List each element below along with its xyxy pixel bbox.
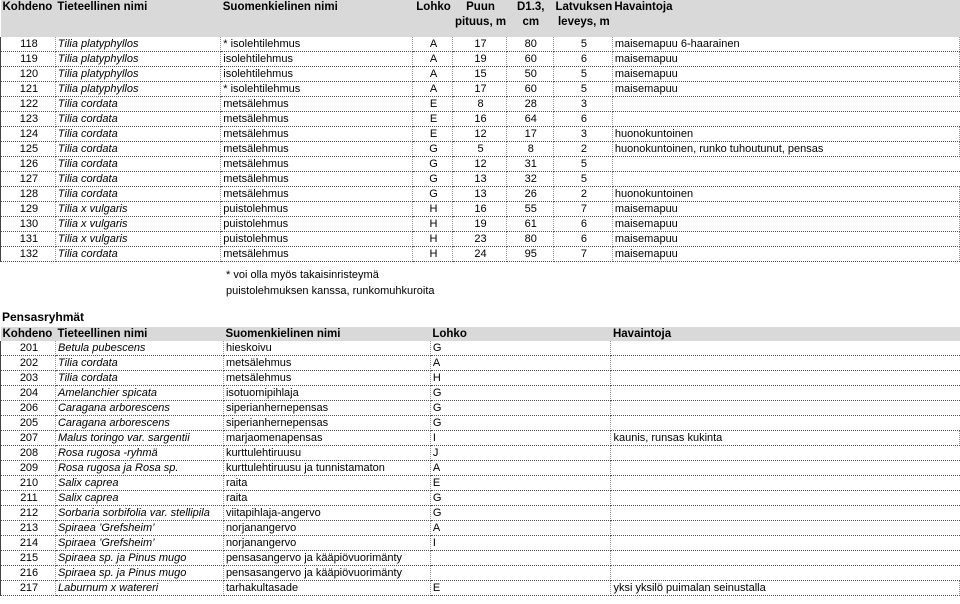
kohdeno-cell: 211 [1,491,56,506]
kohdeno-cell: 122 [1,97,56,112]
header-lohko: Lohko [430,327,611,341]
kohdeno-cell: 217 [1,581,56,596]
table-row [1,386,960,401]
height-cell: 12 [453,127,506,142]
lohko-cell: A [430,356,611,371]
kohdeno-cell: 213 [1,521,56,536]
kohdeno-cell: 121 [1,82,56,97]
kohdeno-cell: 202 [1,356,56,371]
observation-cell: maisemapuu [612,67,959,82]
kohdeno-cell: 124 [1,127,56,142]
lohko-cell: I [430,431,611,446]
scientific-name-cell: Tilia platyphyllos [55,67,220,82]
crown-width-cell: 7 [553,202,612,217]
scientific-name-cell: Tilia x vulgaris [55,232,220,247]
finnish-name-cell: puistolehmus [221,202,412,217]
diameter-cell: 55 [506,202,553,217]
lohko-cell: G [430,491,611,506]
scientific-name-cell: Betula pubescens [55,341,223,356]
finnish-name-cell: metsälehmus [221,112,412,127]
table-row [1,202,960,217]
observation-cell [611,551,960,566]
lohko-cell: J [430,446,611,461]
finnish-name-cell: metsälehmus [221,247,412,262]
height-cell: 16 [453,202,506,217]
table-row [1,431,960,446]
lohko-cell: A [430,461,611,476]
finnish-name-cell: metsälehmus [221,142,412,157]
height-cell: 17 [453,82,506,97]
diameter-cell: 28 [506,97,553,112]
crown-width-cell: 5 [553,157,612,172]
lohko-cell: G [430,341,611,356]
scientific-name-cell: Tilia cordata [55,187,220,202]
diameter-cell: 80 [506,37,553,52]
kohdeno-cell: 132 [1,247,56,262]
crown-width-cell: 2 [553,187,612,202]
observation-cell [611,386,960,401]
header-suomenkielinen-nimi: Suomenkielinen nimi [221,0,412,37]
table-row [1,127,960,142]
height-cell: 17 [453,37,506,52]
kohdeno-cell: 204 [1,386,56,401]
crown-width-cell: 2 [553,142,612,157]
height-cell: 8 [453,97,506,112]
scientific-name-cell: Tilia cordata [55,157,220,172]
height-cell: 15 [453,67,506,82]
diameter-cell: 50 [506,67,553,82]
table-row [1,82,960,97]
lohko-cell: G [412,187,453,202]
header-d13: D1.3, cm [506,0,553,37]
kohdeno-cell: 205 [1,416,56,431]
table-row [1,521,960,536]
trees-header-row [1,0,960,37]
table-row [1,491,960,506]
finnish-name-cell: metsälehmus [221,97,412,112]
table-row [1,52,960,67]
observation-cell: kaunis, runsas kukinta [611,431,960,446]
table-row [1,157,960,172]
finnish-name-cell: pensasangervo ja kääpiövuorimänty [223,551,430,566]
diameter-cell: 31 [506,157,553,172]
footnote-line-1: * voi olla myös takaisinristeymä [226,269,379,281]
scientific-name-cell: Tilia cordata [55,142,220,157]
finnish-name-cell: siperianhernepensas [223,401,430,416]
header-kohdeno: Kohdeno [1,0,56,37]
table-row [1,97,960,112]
header-havaintoja: Havaintoja [611,327,960,341]
header-tieteellinen-nimi: Tieteellinen nimi [55,327,223,341]
scientific-name-cell: Tilia cordata [55,112,220,127]
observation-cell [611,356,960,371]
table-row [1,371,960,386]
finnish-name-cell: raita [223,476,430,491]
diameter-cell: 17 [506,127,553,142]
diameter-cell: 26 [506,187,553,202]
finnish-name-cell: metsälehmus [223,356,430,371]
height-cell: 16 [453,112,506,127]
observation-cell: huonokuntoinen, runko tuhoutunut, pensas [612,142,959,157]
table-row [1,247,960,262]
observation-cell [611,566,960,581]
lohko-cell: E [430,581,611,596]
observation-cell: maisemapuu [612,82,959,97]
observation-cell [611,401,960,416]
kohdeno-cell: 118 [1,37,56,52]
table-row [1,112,960,127]
lohko-cell: H [412,217,453,232]
finnish-name-cell: isolehtilehmus [221,52,412,67]
finnish-name-cell: kurttulehtiruusu ja tunnistamaton [223,461,430,476]
table-row [1,67,960,82]
table-row [1,356,960,371]
observation-cell [611,506,960,521]
observation-cell [611,536,960,551]
table-row [1,581,960,596]
scientific-name-cell: Tilia x vulgaris [55,217,220,232]
lohko-cell: E [412,112,453,127]
scientific-name-cell: Salix caprea [55,476,223,491]
observation-cell: huonokuntoinen [612,127,959,142]
kohdeno-cell: 119 [1,52,56,67]
kohdeno-cell: 129 [1,202,56,217]
table-row [1,476,960,491]
observation-cell [612,112,959,127]
finnish-name-cell: tarhakultasade [223,581,430,596]
observation-cell [611,341,960,356]
table-row [1,446,960,461]
diameter-cell: 64 [506,112,553,127]
scientific-name-cell: Spiraea sp. ja Pinus mugo [55,551,223,566]
lohko-cell: G [412,172,453,187]
crown-width-cell: 3 [553,97,612,112]
lohko-cell: E [430,476,611,491]
diameter-cell: 61 [506,217,553,232]
observation-cell [611,491,960,506]
kohdeno-cell: 123 [1,112,56,127]
observation-cell: maisemapuu [612,202,959,217]
kohdeno-cell: 214 [1,536,56,551]
finnish-name-cell: puistolehmus [221,217,412,232]
height-cell: 23 [453,232,506,247]
header-latvuksen-leveys: Latvuksen leveys, m [553,0,612,37]
kohdeno-cell: 203 [1,371,56,386]
table-row [1,187,960,202]
kohdeno-cell: 125 [1,142,56,157]
crown-width-cell: 5 [553,67,612,82]
height-cell: 24 [453,247,506,262]
kohdeno-cell: 126 [1,157,56,172]
table-row [1,341,960,356]
scientific-name-cell: Caragana arborescens [55,416,223,431]
diameter-cell: 80 [506,232,553,247]
crown-width-cell: 5 [553,172,612,187]
scientific-name-cell: Salix caprea [55,491,223,506]
lohko-cell: H [430,371,611,386]
scientific-name-cell: Tilia cordata [55,97,220,112]
crown-width-cell: 5 [553,37,612,52]
footnote-line-2: puistolehmuksen kanssa, runkomuhkuroita [226,285,435,297]
finnish-name-cell: isotuomipihlaja [223,386,430,401]
observation-cell: huonokuntoinen [612,187,959,202]
lohko-cell: G [430,416,611,431]
finnish-name-cell: metsälehmus [221,172,412,187]
observation-cell [612,172,959,187]
kohdeno-cell: 130 [1,217,56,232]
observation-cell [611,521,960,536]
lohko-cell: I [430,536,611,551]
scientific-name-cell: Tilia cordata [55,247,220,262]
lohko-cell: H [412,232,453,247]
lohko-cell: E [412,97,453,112]
observation-cell: maisemapuu 6-haarainen [612,37,959,52]
kohdeno-cell: 210 [1,476,56,491]
lohko-cell: A [412,37,453,52]
scientific-name-cell: Laburnum x watereri [55,581,223,596]
header-puun-pituus: Puun pituus, m [453,0,506,37]
kohdeno-cell: 128 [1,187,56,202]
observation-cell [612,157,959,172]
scientific-name-cell: Rosa rugosa -ryhmä [55,446,223,461]
finnish-name-cell: kurttulehtiruusu [223,446,430,461]
crown-width-cell: 7 [553,247,612,262]
finnish-name-cell: isolehtilehmus [221,67,412,82]
scientific-name-cell: Spiraea ’Grefsheim’ [55,521,223,536]
diameter-cell: 95 [506,247,553,262]
scientific-name-cell: Tilia x vulgaris [55,202,220,217]
scientific-name-cell: Amelanchier spicata [55,386,223,401]
kohdeno-cell: 201 [1,341,56,356]
scientific-name-cell: Tilia platyphyllos [55,52,220,67]
diameter-cell: 32 [506,172,553,187]
table-row [1,217,960,232]
kohdeno-cell: 206 [1,401,56,416]
header-kohdeno: Kohdeno [1,327,56,341]
crown-width-cell: 6 [553,52,612,67]
scientific-name-cell: Tilia cordata [55,371,223,386]
section-title: Pensasryhmät [2,310,85,324]
observation-cell: maisemapuu [612,247,959,262]
shrubs-table [0,327,960,596]
table-row [1,37,960,52]
scientific-name-cell: Spiraea sp. ja Pinus mugo [55,566,223,581]
observation-cell [611,416,960,431]
lohko-cell: A [412,52,453,67]
lohko-cell: A [412,82,453,97]
observation-cell: maisemapuu [612,52,959,67]
kohdeno-cell: 127 [1,172,56,187]
finnish-name-cell: metsälehmus [221,127,412,142]
height-cell: 19 [453,217,506,232]
kohdeno-cell: 208 [1,446,56,461]
header-tieteellinen-nimi: Tieteellinen nimi [55,0,220,37]
crown-width-cell: 5 [553,82,612,97]
observation-cell: maisemapuu [612,217,959,232]
height-cell: 12 [453,157,506,172]
scientific-name-cell: Malus toringo var. sargentii [55,431,223,446]
observation-cell [611,371,960,386]
finnish-name-cell: metsälehmus [221,157,412,172]
scientific-name-cell: Caragana arborescens [55,401,223,416]
crown-width-cell: 6 [553,112,612,127]
crown-width-cell: 6 [553,232,612,247]
height-cell: 19 [453,52,506,67]
kohdeno-cell: 131 [1,232,56,247]
scientific-name-cell: Tilia cordata [55,127,220,142]
lohko-cell: G [412,157,453,172]
finnish-name-cell: metsälehmus [223,371,430,386]
height-cell: 5 [453,142,506,157]
lohko-cell: A [430,521,611,536]
table-row [1,142,960,157]
finnish-name-cell: * isolehtilehmus [221,37,412,52]
table-row [1,416,960,431]
table-row [1,401,960,416]
finnish-name-cell: puistolehmus [221,232,412,247]
lohko-cell: E [412,127,453,142]
height-cell: 13 [453,172,506,187]
lohko-cell: H [412,247,453,262]
lohko-cell [430,551,611,566]
observation-cell [612,97,959,112]
diameter-cell: 60 [506,52,553,67]
shrubs-header-row [1,327,960,341]
lohko-cell: H [412,202,453,217]
scientific-name-cell: Tilia platyphyllos [55,37,220,52]
diameter-cell: 60 [506,82,553,97]
finnish-name-cell: * isolehtilehmus [221,82,412,97]
scientific-name-cell: Tilia cordata [55,356,223,371]
lohko-cell: G [430,506,611,521]
crown-width-cell: 3 [553,127,612,142]
table-row [1,506,960,521]
kohdeno-cell: 120 [1,67,56,82]
scientific-name-cell: Rosa rugosa ja Rosa sp. [55,461,223,476]
finnish-name-cell: pensasangervo ja kääpiövuorimänty [223,566,430,581]
finnish-name-cell: metsälehmus [221,187,412,202]
observation-cell [611,476,960,491]
finnish-name-cell: viitapihlaja-angervo [223,506,430,521]
table-row [1,461,960,476]
observation-cell [611,461,960,476]
scientific-name-cell: Tilia platyphyllos [55,82,220,97]
kohdeno-cell: 215 [1,551,56,566]
kohdeno-cell: 207 [1,431,56,446]
lohko-cell: G [412,142,453,157]
finnish-name-cell: marjaomenapensas [223,431,430,446]
finnish-name-cell: siperianhernepensas [223,416,430,431]
kohdeno-cell: 212 [1,506,56,521]
header-lohko: Lohko [412,0,453,37]
observation-cell: yksi yksilö puimalan seinustalla [611,581,960,596]
finnish-name-cell: hieskoivu [223,341,430,356]
finnish-name-cell: raita [223,491,430,506]
height-cell: 13 [453,187,506,202]
table-row [1,551,960,566]
header-havaintoja: Havaintoja [612,0,959,37]
table-row [1,172,960,187]
observation-cell: maisemapuu [612,232,959,247]
observation-cell [611,446,960,461]
trees-table [0,0,960,262]
kohdeno-cell: 216 [1,566,56,581]
table-row [1,566,960,581]
lohko-cell: A [412,67,453,82]
lohko-cell [430,566,611,581]
header-suomenkielinen-nimi: Suomenkielinen nimi [223,327,430,341]
kohdeno-cell: 209 [1,461,56,476]
finnish-name-cell: norjanangervo [223,521,430,536]
finnish-name-cell: norjanangervo [223,536,430,551]
lohko-cell: G [430,401,611,416]
diameter-cell: 8 [506,142,553,157]
lohko-cell: G [430,386,611,401]
scientific-name-cell: Tilia cordata [55,172,220,187]
scientific-name-cell: Spiraea ’Grefsheim’ [55,536,223,551]
table-row [1,536,960,551]
crown-width-cell: 6 [553,217,612,232]
scientific-name-cell: Sorbaria sorbifolia var. stellipila [55,506,223,521]
table-row [1,232,960,247]
